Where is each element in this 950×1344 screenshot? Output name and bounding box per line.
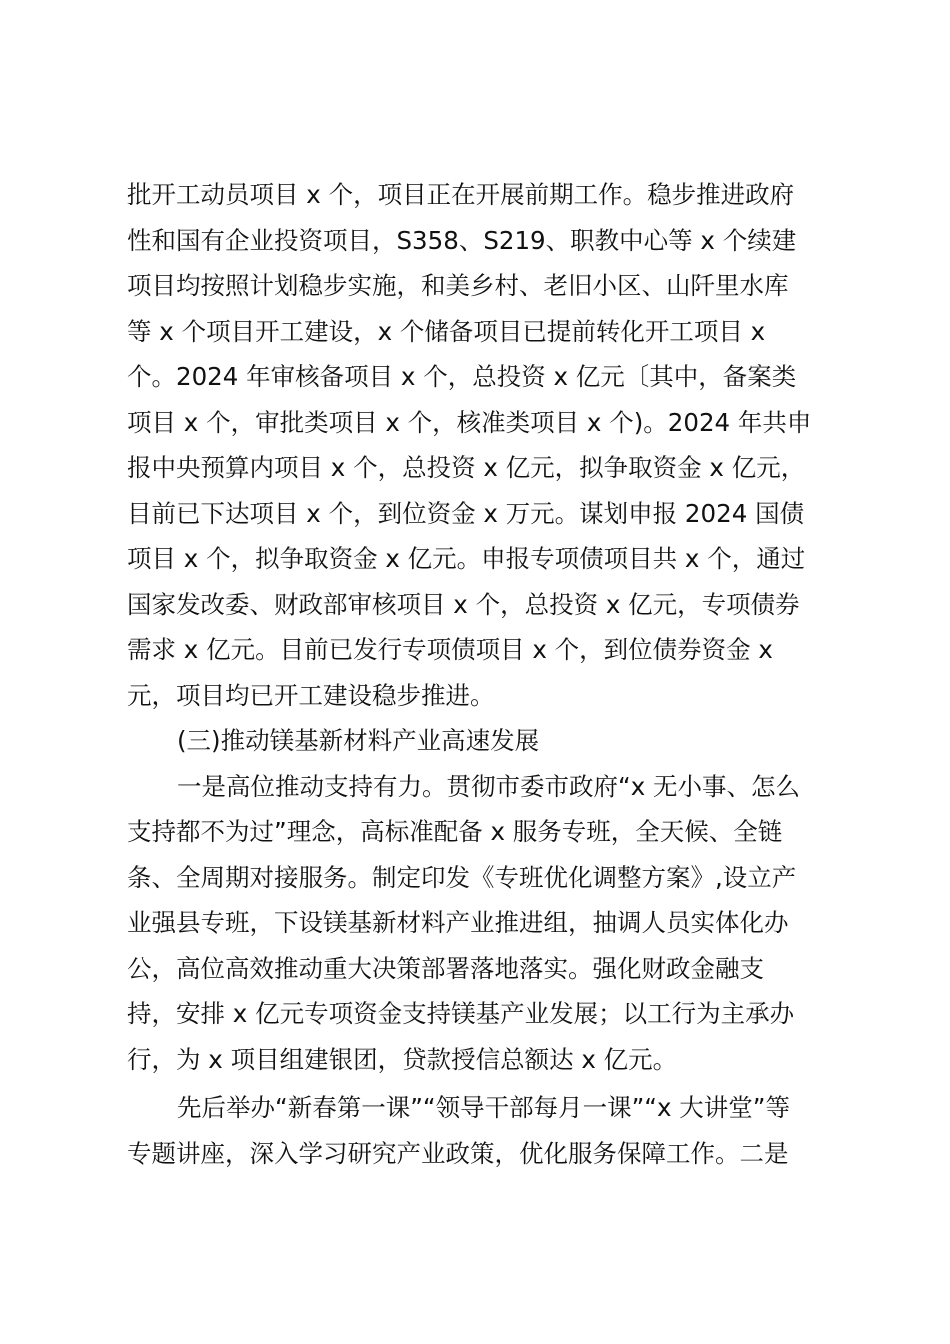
text-line: 专题讲座，深入学习研究产业政策，优化服务保障工作。二是 xyxy=(127,1138,789,1168)
text-line: 先后举办“新春第一课”“领导干部每月一课”“x 大讲堂”等 xyxy=(177,1093,790,1122)
text-line: 个。2024 年审核备项目 x 个，总投资 x 亿元〔其中，备案类 xyxy=(127,362,797,391)
text-line: 持，安排 x 亿元专项资金支持镁基产业发展；以工行为主承办 xyxy=(127,999,795,1028)
text-line: 批开工动员项目 x 个，项目正在开展前期工作。稳步推进政府 xyxy=(127,180,795,209)
text-line: 公，高位高效推动重大决策部署落地落实。强化财政金融支 xyxy=(127,953,764,983)
text-line: 报中央预算内项目 x 个，总投资 x 亿元，拟争取资金 x 亿元， xyxy=(127,453,806,482)
text-line: 目前已下达项目 x 个，到位资金 x 万元。谋划申报 2024 国债 xyxy=(127,498,805,528)
text-line: 业强县专班，下设镁基新材料产业推进组，抽调人员实体化办 xyxy=(127,908,789,937)
text-line: 项目 x 个，拟争取资金 x 亿元。申报专项债项目共 x 个，通过 xyxy=(127,544,806,573)
text-line: 项目 x 个，审批类项目 x 个，核准类项目 x 个)。2024 年共申 xyxy=(127,407,812,437)
text-line: 需求 x 亿元。目前已发行专项债项目 x 个，到位债券资金 x xyxy=(127,635,773,664)
text-line: 一是高位推动支持有力。贯彻市委市政府“x 无小事、怎么 xyxy=(177,771,800,801)
section-heading: (三)推动镁基新材料产业高速发展 xyxy=(177,726,540,755)
text-line: 元，项目均已开工建设稳步推进。 xyxy=(127,680,495,710)
document-body xyxy=(127,172,827,1176)
text-line: 行，为 x 项目组建银团，贷款授信总额达 x 亿元。 xyxy=(127,1044,678,1074)
text-line: 项目均按照计划稳步实施，和美乡村、老旧小区、山阡里水库 xyxy=(127,271,789,300)
text-line: 性和国有企业投资项目，S358、S219、职教中心等 x 个续建 xyxy=(127,225,797,255)
text-line: 等 x 个项目开工建设，x 个储备项目已提前转化开工项目 x xyxy=(127,316,766,346)
text-line: 条、全周期对接服务。制定印发《专班优化调整方案》,设立产 xyxy=(127,862,797,892)
text-line: 支持都不为过”理念，高标准配备 x 服务专班，全天候、全链 xyxy=(127,817,783,846)
text-line: 国家发改委、财政部审核项目 x 个，总投资 x 亿元，专项债券 xyxy=(127,589,800,619)
